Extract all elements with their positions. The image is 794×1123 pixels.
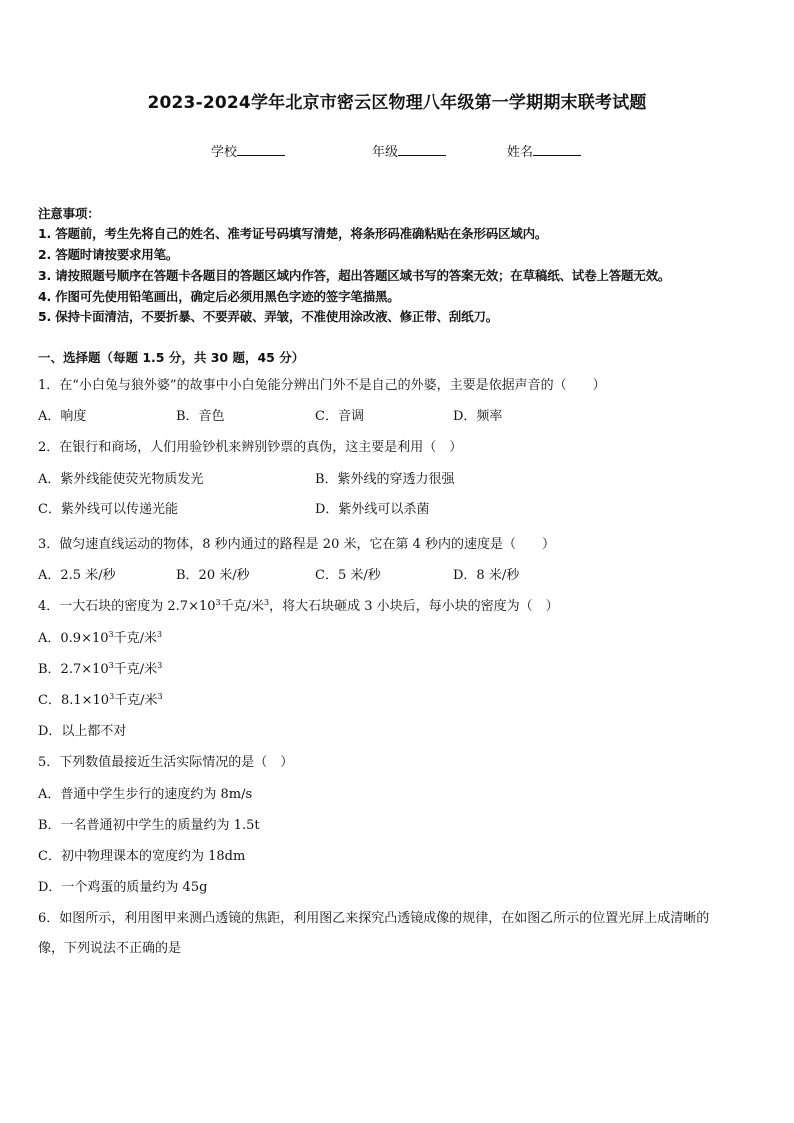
notice-item: 4. 作图可先使用铅笔画出，确定后必须用黑色字迹的签字笔描黑。 [38,289,400,304]
question-4-option-b [38,658,162,677]
exponent: 3 [156,630,163,639]
question-1-option-b: B．音色 [176,409,225,424]
question-2-option-a: A．紫外线能使荧光物质发光 [38,472,204,487]
school-label: 学校 [211,145,238,160]
question-2-option-b: B．紫外线的穿透力很强 [315,472,455,487]
question-2-stem: 2．在银行和商场，人们用验钞机来辨别钞票的真伪，这主要是利用（ ） [38,440,463,455]
notice-item: 2. 答题时请按要求用笔。 [38,247,179,262]
question-5-option-d: D．一个鸡蛋的质量约为 45g [38,880,208,895]
grade-label: 年级 [372,145,399,160]
school-field [211,141,285,160]
question-4-stem-unit: 千克/米 [220,599,264,614]
question-4-option-a [38,627,162,646]
question-4-option-d: D．以上都不对 [38,724,127,739]
notice-item: 1. 答题前，考生先将自己的姓名、准考证号码填写清楚，将条形码准确粘贴在条形码区域内。 [38,226,548,241]
question-3-stem: 3．做匀速直线运动的物体，8 秒内通过的路程是 20 米，它在第 4 秒内的速度是（ ） [38,537,556,552]
option-value: C．8.1×10 [38,693,110,708]
notice-heading: 注意事项： [38,206,100,221]
section-heading: 一、选择题（每题 1.5 分，共 30 题，45 分） [38,350,305,365]
option-unit: 千克/米 [113,662,158,677]
option-value: B．2.7×10 [38,662,109,677]
question-4-option-c [38,689,163,708]
question-6-stem-line-1: 6．如图所示，利用图甲来测凸透镜的焦距，利用图乙来探究凸透镜成像的规律，在如图乙所示的位置光屏上成清晰的 [38,911,710,926]
question-1-option-d: D．频率 [453,409,503,424]
question-6-stem-line-2: 像，下列说法不正确的是 [38,941,182,956]
question-3-option-a: A．2.5 米/秒 [38,568,116,583]
option-value: A．0.9×10 [38,631,109,646]
question-4-stem [38,595,559,614]
question-5-option-b: B．一名普通初中学生的质量约为 1.5t [38,818,260,833]
exponent: 3 [215,598,221,607]
notice-item: 5. 保持卡面清洁，不要折暴、不要弄破、弄皱，不准使用涂改液、修正带、刮纸刀。 [38,309,498,324]
question-2-option-d: D．紫外线可以杀菌 [315,502,430,517]
grade-field [372,141,446,160]
question-3-option-c: C．5 米/秒 [315,568,381,583]
grade-blank [398,143,446,156]
exponent: 3 [157,692,163,701]
question-4-stem-end: ，将大石块砸成 3 小块后，每小块的密度为（ ） [269,599,559,614]
exponent: 3 [109,692,115,701]
name-label: 姓名 [507,145,534,160]
question-5-stem: 5．下列数值最接近生活实际情况的是（ ） [38,755,294,770]
exponent: 3 [264,598,270,607]
name-blank [533,143,581,156]
question-5-option-c: C．初中物理课本的宽度约为 18dm [38,849,246,864]
question-1-option-c: C．音调 [315,409,364,424]
option-unit: 千克/米 [114,693,158,708]
question-5-option-a: A．普通中学生步行的速度约为 8m/s [38,787,253,802]
question-3-option-d: D．8 米/秒 [453,568,520,583]
option-unit: 千克/米 [113,631,157,646]
exponent: 3 [108,630,114,639]
exponent: 3 [108,661,114,670]
exponent: 3 [157,661,163,670]
question-1-option-a: A．响度 [38,409,87,424]
question-4-stem-start: 4．一大石块的密度为 2.7×10 [38,599,216,614]
school-blank [237,143,285,156]
page-title: 2023-2024学年北京市密云区物理八年级第一学期期末联考试题 [147,93,647,113]
notice-item: 3. 请按照题号顺序在答题卡各题目的答题区域内作答，超出答题区域书写的答案无效；在草稿纸、试卷上答题无效。 [38,268,671,283]
question-3-option-b: B．20 米/秒 [176,568,250,583]
question-1-stem: 1．在“小白兔与狼外婆”的故事中小白兔能分辨出门外不是自己的外婆，主要是依据声音的（ ） [38,378,606,393]
name-field [507,141,581,160]
question-2-option-c: C．紫外线可以传递光能 [38,502,178,517]
